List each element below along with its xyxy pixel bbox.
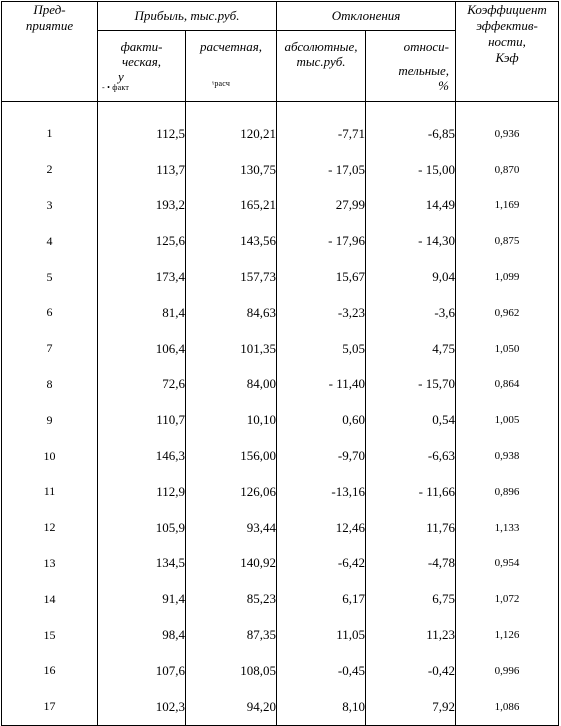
cell-calculated-profit: 85,23 (186, 581, 277, 617)
cell-calculated-profit: 156,00 (186, 438, 277, 474)
cell-relative-deviation: 0,54 (366, 402, 456, 438)
cell-enterprise: 3 (2, 188, 98, 224)
header-enterprise (2, 2, 98, 102)
cell-relative-deviation: -6,63 (366, 438, 456, 474)
cell-coefficient: 0,896 (456, 474, 559, 510)
header-relative (366, 31, 456, 102)
cell-calculated-profit: 143,56 (186, 223, 277, 259)
cell-absolute-deviation: -13,16 (277, 474, 366, 510)
cell-calculated-profit: 10,10 (186, 402, 277, 438)
cell-coefficient: 0,938 (456, 438, 559, 474)
cell-actual-profit: 91,4 (98, 581, 186, 617)
cell-actual-profit: 173,4 (98, 259, 186, 295)
cell-enterprise: 5 (2, 259, 98, 295)
cell-enterprise: 17 (2, 689, 98, 725)
cell-relative-deviation: -0,42 (366, 653, 456, 689)
table-row (2, 510, 559, 546)
cell-enterprise: 2 (2, 152, 98, 188)
cell-enterprise: 13 (2, 546, 98, 582)
cell-absolute-deviation: 11,05 (277, 617, 366, 653)
cell-relative-deviation: 6,75 (366, 581, 456, 617)
cell-enterprise: 6 (2, 295, 98, 331)
cell-relative-deviation: 7,92 (366, 689, 456, 725)
cell-coefficient: 0,870 (456, 152, 559, 188)
cell-absolute-deviation: -9,70 (277, 438, 366, 474)
cell-absolute-deviation: -7,71 (277, 102, 366, 152)
cell-coefficient: 0,954 (456, 546, 559, 582)
header-actual-y: у (118, 69, 124, 84)
cell-absolute-deviation: 15,67 (277, 259, 366, 295)
cell-relative-deviation: 9,04 (366, 259, 456, 295)
cell-calculated-profit: 87,35 (186, 617, 277, 653)
cell-calculated-profit: 130,75 (186, 152, 277, 188)
header-absolute (277, 31, 366, 102)
header-absolute-label: абсолютные, тыс.руб. (284, 39, 358, 69)
header-calculated-mark: ᵞрасч (212, 79, 231, 88)
cell-coefficient: 0,875 (456, 223, 559, 259)
cell-coefficient: 1,169 (456, 188, 559, 224)
cell-calculated-profit: 165,21 (186, 188, 277, 224)
cell-absolute-deviation: 8,10 (277, 689, 366, 725)
cell-absolute-deviation: - 17,05 (277, 152, 366, 188)
cell-absolute-deviation: 27,99 (277, 188, 366, 224)
cell-calculated-profit: 120,21 (186, 102, 277, 152)
cell-enterprise: 12 (2, 510, 98, 546)
cell-coefficient: 1,086 (456, 689, 559, 725)
header-actual-mark: - • факт (102, 83, 130, 92)
cell-calculated-profit: 101,35 (186, 331, 277, 367)
cell-absolute-deviation: 5,05 (277, 331, 366, 367)
table-header (2, 2, 559, 102)
cell-coefficient: 0,936 (456, 102, 559, 152)
header-deviation-label: Отклонения (331, 8, 401, 23)
cell-relative-deviation: 11,23 (366, 617, 456, 653)
cell-actual-profit: 125,6 (98, 223, 186, 259)
cell-calculated-profit: 84,00 (186, 367, 277, 403)
cell-actual-profit: 146,3 (98, 438, 186, 474)
table-row (2, 581, 559, 617)
cell-absolute-deviation: - 17,96 (277, 223, 366, 259)
cell-coefficient: 1,126 (456, 617, 559, 653)
cell-coefficient: 1,072 (456, 581, 559, 617)
cell-actual-profit: 113,7 (98, 152, 186, 188)
cell-calculated-profit: 108,05 (186, 653, 277, 689)
header-actual-label: факти- ческая, (120, 39, 163, 69)
cell-calculated-profit: 140,92 (186, 546, 277, 582)
cell-actual-profit: 106,4 (98, 331, 186, 367)
cell-absolute-deviation: -6,42 (277, 546, 366, 582)
cell-actual-profit: 107,6 (98, 653, 186, 689)
cell-coefficient: 0,962 (456, 295, 559, 331)
cell-actual-profit: 102,3 (98, 689, 186, 725)
cell-relative-deviation: - 11,66 (366, 474, 456, 510)
cell-enterprise: 8 (2, 367, 98, 403)
table-row (2, 331, 559, 367)
cell-actual-profit: 112,5 (98, 102, 186, 152)
header-actual (98, 31, 186, 102)
header-coefficient (456, 2, 559, 102)
cell-coefficient: 1,050 (456, 331, 559, 367)
cell-enterprise: 14 (2, 581, 98, 617)
cell-absolute-deviation: 0,60 (277, 402, 366, 438)
cell-actual-profit: 81,4 (98, 295, 186, 331)
cell-relative-deviation: 11,76 (366, 510, 456, 546)
cell-relative-deviation: - 15,70 (366, 367, 456, 403)
table-row (2, 653, 559, 689)
table-row (2, 474, 559, 510)
cell-calculated-profit: 94,20 (186, 689, 277, 725)
table-row (2, 188, 559, 224)
cell-calculated-profit: 93,44 (186, 510, 277, 546)
cell-actual-profit: 134,5 (98, 546, 186, 582)
table-row (2, 223, 559, 259)
cell-calculated-profit: 126,06 (186, 474, 277, 510)
cell-enterprise: 10 (2, 438, 98, 474)
cell-absolute-deviation: -0,45 (277, 653, 366, 689)
cell-enterprise: 9 (2, 402, 98, 438)
cell-absolute-deviation: - 11,40 (277, 367, 366, 403)
cell-enterprise: 4 (2, 223, 98, 259)
cell-actual-profit: 105,9 (98, 510, 186, 546)
cell-actual-profit: 72,6 (98, 367, 186, 403)
header-calculated (186, 31, 277, 102)
cell-coefficient: 0,996 (456, 653, 559, 689)
table-row (2, 546, 559, 582)
table-row (2, 102, 559, 152)
table-body (2, 102, 559, 726)
header-relative-label-2: тельные, % (398, 63, 450, 93)
cell-relative-deviation: - 15,00 (366, 152, 456, 188)
cell-relative-deviation: - 14,30 (366, 223, 456, 259)
header-calculated-label: расчетная, (199, 39, 263, 54)
cell-relative-deviation: -4,78 (366, 546, 456, 582)
table-row (2, 402, 559, 438)
cell-relative-deviation: -6,85 (366, 102, 456, 152)
header-profit-group (98, 2, 277, 31)
cell-coefficient: 1,005 (456, 402, 559, 438)
cell-actual-profit: 110,7 (98, 402, 186, 438)
cell-absolute-deviation: 12,46 (277, 510, 366, 546)
cell-enterprise: 1 (2, 102, 98, 152)
cell-relative-deviation: 4,75 (366, 331, 456, 367)
table-row (2, 367, 559, 403)
table-row (2, 152, 559, 188)
cell-coefficient: 1,133 (456, 510, 559, 546)
cell-calculated-profit: 84,63 (186, 295, 277, 331)
cell-enterprise: 15 (2, 617, 98, 653)
table-row (2, 617, 559, 653)
table-row (2, 689, 559, 725)
cell-absolute-deviation: 6,17 (277, 581, 366, 617)
cell-enterprise: 16 (2, 653, 98, 689)
cell-calculated-profit: 157,73 (186, 259, 277, 295)
header-enterprise-label: Пред- приятие (25, 2, 74, 33)
table-row (2, 438, 559, 474)
cell-actual-profit: 98,4 (98, 617, 186, 653)
table-row (2, 295, 559, 331)
header-relative-label: относи- (403, 39, 450, 54)
header-profit-label: Прибыль, тыс.руб. (134, 8, 240, 23)
cell-enterprise: 11 (2, 474, 98, 510)
table-row (2, 259, 559, 295)
cell-actual-profit: 193,2 (98, 188, 186, 224)
cell-coefficient: 1,099 (456, 259, 559, 295)
header-deviation-group (277, 2, 456, 31)
cell-coefficient: 0,864 (456, 367, 559, 403)
cell-absolute-deviation: -3,23 (277, 295, 366, 331)
cell-relative-deviation: 14,49 (366, 188, 456, 224)
header-coefficient-label: Коэффициент эффектив- ности, Кэф (467, 2, 547, 65)
cell-relative-deviation: -3,6 (366, 295, 456, 331)
cell-enterprise: 7 (2, 331, 98, 367)
profit-table (1, 1, 559, 726)
cell-actual-profit: 112,9 (98, 474, 186, 510)
